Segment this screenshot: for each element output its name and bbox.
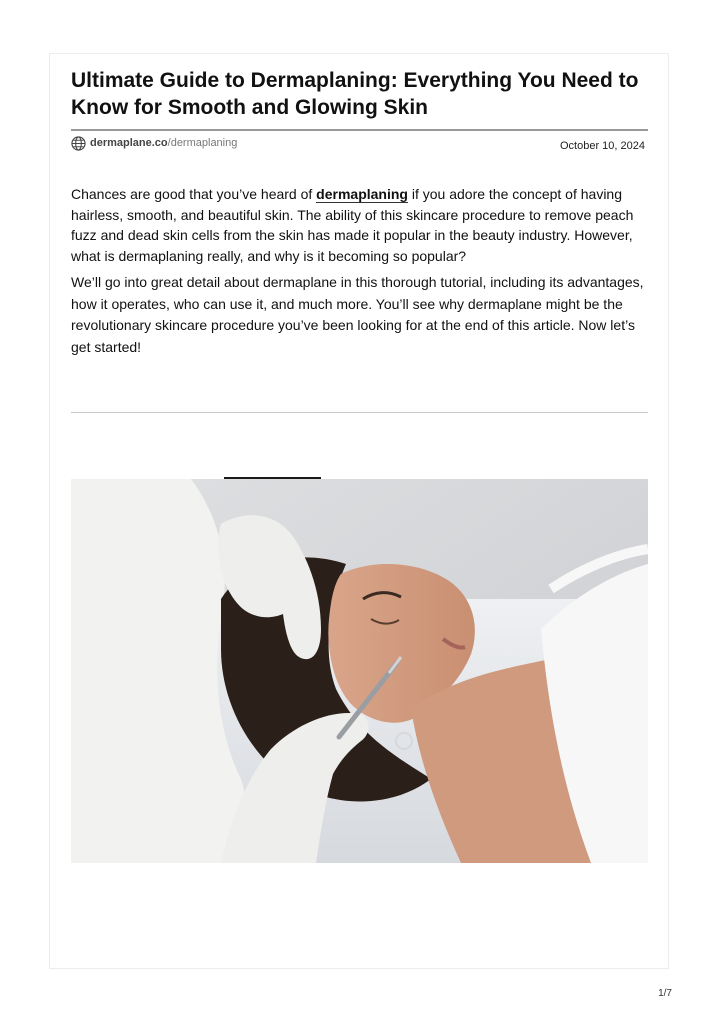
intro-text-before: Chances are good that you’ve heard of bbox=[71, 186, 317, 202]
source-domain[interactable]: dermaplane.co bbox=[90, 137, 168, 149]
dermaplaning-photo bbox=[71, 479, 648, 863]
publish-date: October 10, 2024 bbox=[559, 140, 645, 152]
overview-paragraph: We’ll go into great detail about dermaplane in this thorough tutorial, including its advantages, how it operates, who can use it, and much more. You’ll see why dermaplane might be the revolutionary skincare procedure you’ve been looking for at the end of this article. Now let’s get started! bbox=[71, 274, 644, 355]
section-divider bbox=[71, 412, 648, 413]
source-path[interactable]: /dermaplaning bbox=[167, 137, 238, 149]
title-divider bbox=[71, 129, 648, 131]
dermaplaning-link[interactable]: dermaplaning bbox=[316, 186, 408, 202]
globe-icon bbox=[71, 136, 86, 151]
intro-text-after: if you adore the concept of having hairless, smooth, and beautiful skin. The ability of this skincare procedure to remove peach fuzz and dead skin cells from the skin has made it popular in the beauty industry. However, what is dermaplaning really, and why is it becoming so popular? bbox=[71, 186, 634, 264]
source-line bbox=[71, 135, 237, 151]
page-number: 1/7 bbox=[658, 988, 672, 999]
article-title: Ultimate Guide to Dermaplaning: Everything You Need to Know for Smooth and Glowing Skin bbox=[71, 69, 639, 119]
intro-paragraph bbox=[71, 184, 651, 266]
